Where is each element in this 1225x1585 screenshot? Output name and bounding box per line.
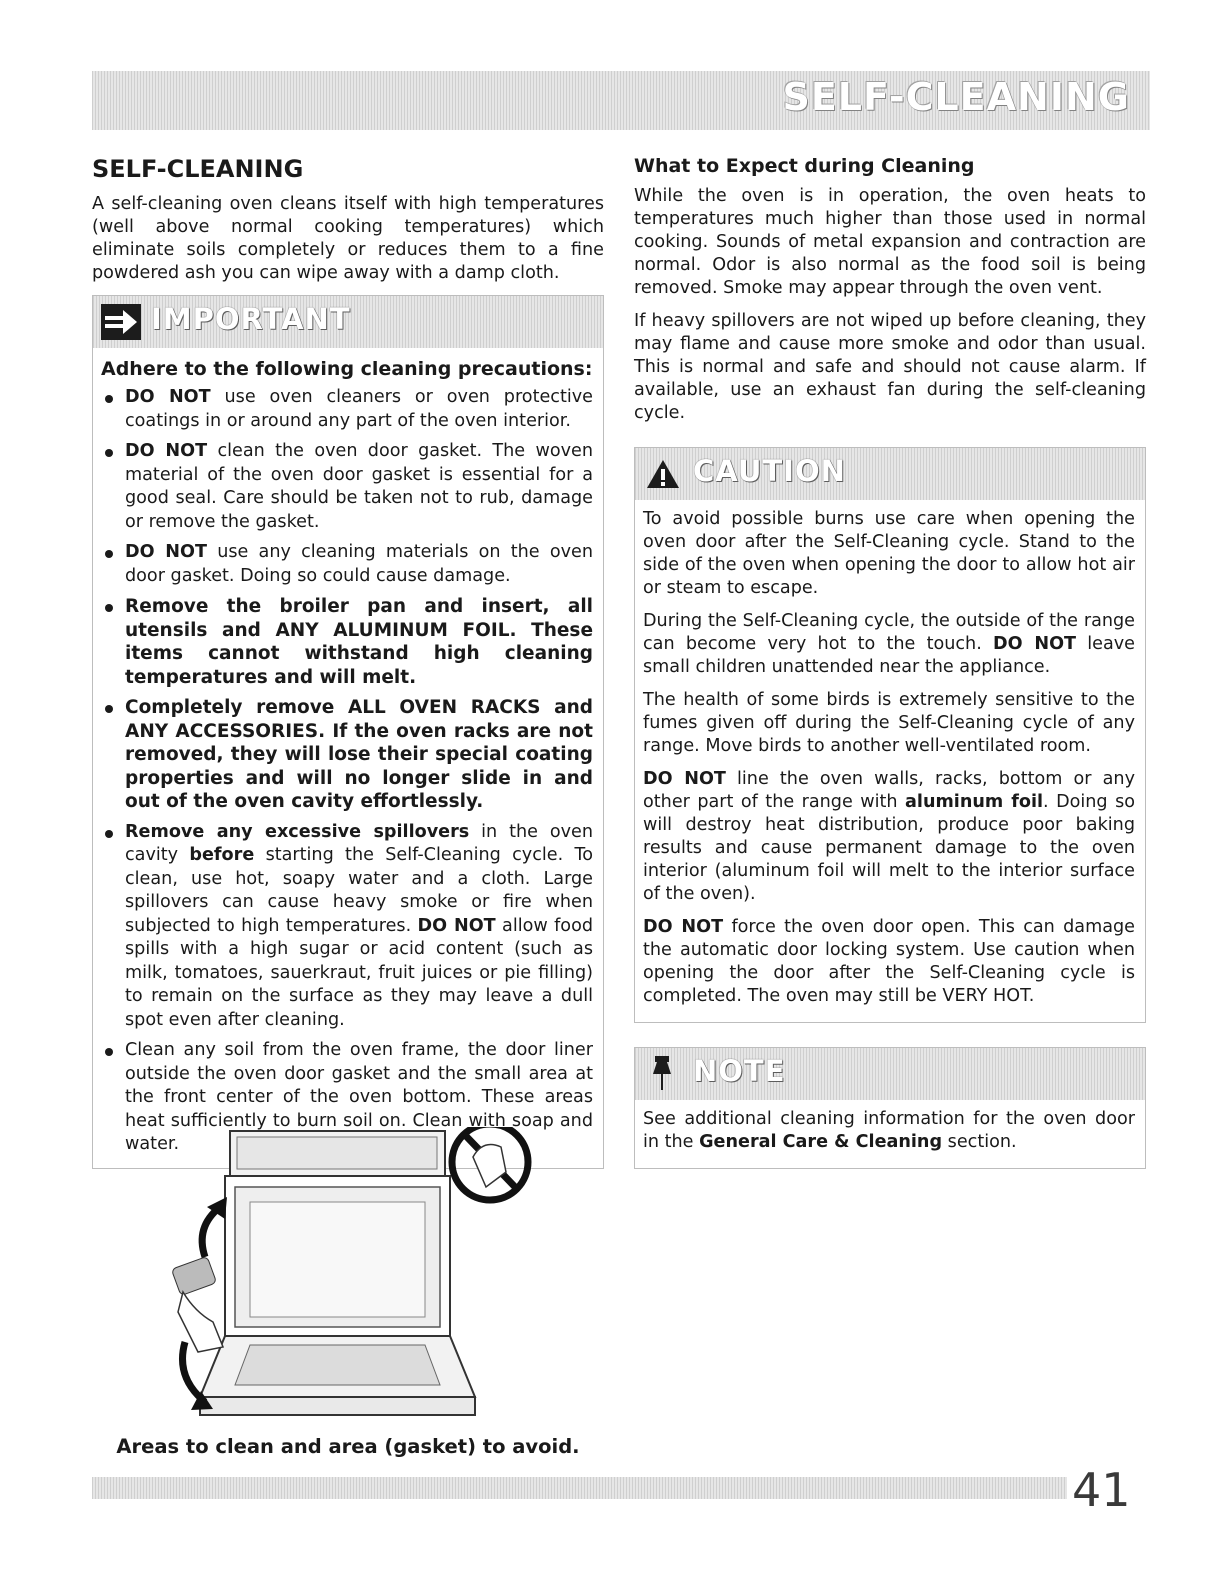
arrow-right-icon bbox=[101, 304, 141, 340]
paragraph: DO NOT force the oven door open. This can damage the automatic door locking system. Use caution when opening the door after the Self-Cleaning cycle is completed. The oven may still be VERY HOT. bbox=[643, 917, 1135, 1006]
intro-paragraph: A self-cleaning oven cleans itself with high temperatures (well above normal cooking temperatures) which eliminate soils completely or reduces them to a fine powdered ash you can wipe away with a damp cloth. bbox=[92, 194, 604, 283]
left-column bbox=[92, 155, 604, 1169]
list-item: DO NOT use any cleaning materials on the oven door gasket. Doing so could cause damage. bbox=[101, 541, 593, 588]
header-bar bbox=[92, 71, 1150, 130]
list-item: Completely remove ALL OVEN RACKS and ANY ACCESSORIES. If the oven racks are not removed, they will lose their special coating properties and will no longer slide in and out of the oven cavity effortlessly. bbox=[101, 696, 593, 814]
note-box-header bbox=[635, 1048, 1145, 1100]
footer-bar bbox=[92, 1477, 1067, 1499]
list-item: Remove the broiler pan and insert, all utensils and ANY ALUMINUM FOIL. These items cannot withstand high cleaning temperatures and will melt. bbox=[101, 595, 593, 689]
important-box-header bbox=[93, 296, 603, 348]
subsection-heading: What to Expect during Cleaning bbox=[634, 155, 975, 177]
note-box bbox=[634, 1047, 1146, 1169]
caution-box-header bbox=[635, 448, 1145, 500]
important-label: IMPORTANT bbox=[151, 302, 351, 336]
right-column bbox=[634, 155, 1146, 1169]
caution-label: CAUTION bbox=[693, 454, 846, 488]
caution-box bbox=[634, 447, 1146, 1023]
paragraph: To avoid possible burns use care when opening the oven door after the Self-Cleaning cycle. Stand to the side of the oven when opening the door to allow hot air or steam to escape. bbox=[643, 509, 1135, 598]
figure-caption: Areas to clean and area (gasket) to avoid. bbox=[116, 1435, 580, 1458]
oven-illustration bbox=[155, 1127, 575, 1427]
list-item: Remove any excessive spillovers in the oven cavity before starting the Self-Cleaning cycle. To clean, use hot, soapy water and a cloth. Large spillovers can cause heavy smoke or fire when subjected to high temperatures. DO NOT allow food spills with a high sugar or acid content (such as milk, tomatoes, sauerkraut, fruit juices or pie filling) to remain on the surface as they may leave a dull spot even after cleaning. bbox=[101, 821, 593, 1033]
paragraph: If heavy spillovers are not wiped up before cleaning, they may flame and cause more smoke and odor than usual. This is normal and safe and should not cause alarm. If available, use an exhaust fan during the self-cleaning cycle. bbox=[634, 311, 1146, 423]
paragraph: During the Self-Cleaning cycle, the outside of the range can become very hot to the touch. DO NOT leave small children unattended near the appliance. bbox=[643, 611, 1135, 677]
important-box bbox=[92, 295, 604, 1169]
precaution-heading: Adhere to the following cleaning precautions: bbox=[101, 358, 593, 380]
list-item: DO NOT use oven cleaners or oven protective coatings in or around any part of the oven interior. bbox=[101, 386, 593, 433]
paragraph: See additional cleaning information for the oven door in the General Care & Cleaning section. bbox=[643, 1109, 1135, 1152]
note-label: NOTE bbox=[693, 1054, 786, 1088]
pin-icon bbox=[649, 1054, 675, 1094]
warning-triangle-icon bbox=[645, 458, 681, 490]
list-item: DO NOT clean the oven door gasket. The woven material of the oven door gasket is essential for a good seal. Care should be taken not to rub, damage or remove the gasket. bbox=[101, 440, 593, 534]
page-number: 41 bbox=[1072, 1463, 1131, 1517]
paragraph: While the oven is in operation, the oven heats to temperatures much higher than those used in normal cooking. Sounds of metal expansion and contraction are normal. Odor is also normal as the food soil is being removed. Smoke may appear through the oven vent. bbox=[634, 186, 1146, 298]
paragraph: The health of some birds is extremely sensitive to the fumes given off during the Self-Cleaning cycle of any range. Move birds to another well-ventilated room. bbox=[643, 690, 1135, 756]
page-header-title: SELF-CLEANING bbox=[782, 75, 1130, 119]
section-heading: SELF-CLEANING bbox=[92, 155, 304, 183]
paragraph: DO NOT line the oven walls, racks, bottom or any other part of the range with aluminum foil. Doing so will destroy heat distribution, produce poor baking results and cause permanent damage to the oven interior (aluminum foil will melt to the interior surface of the oven). bbox=[643, 769, 1135, 904]
list-item: Clean any soil from the oven frame, the door liner outside the oven door gasket and the small area at the front center of the oven bottom. These areas heat sufficiently to burn soil on. Clean with soap and water. bbox=[101, 1039, 593, 1157]
